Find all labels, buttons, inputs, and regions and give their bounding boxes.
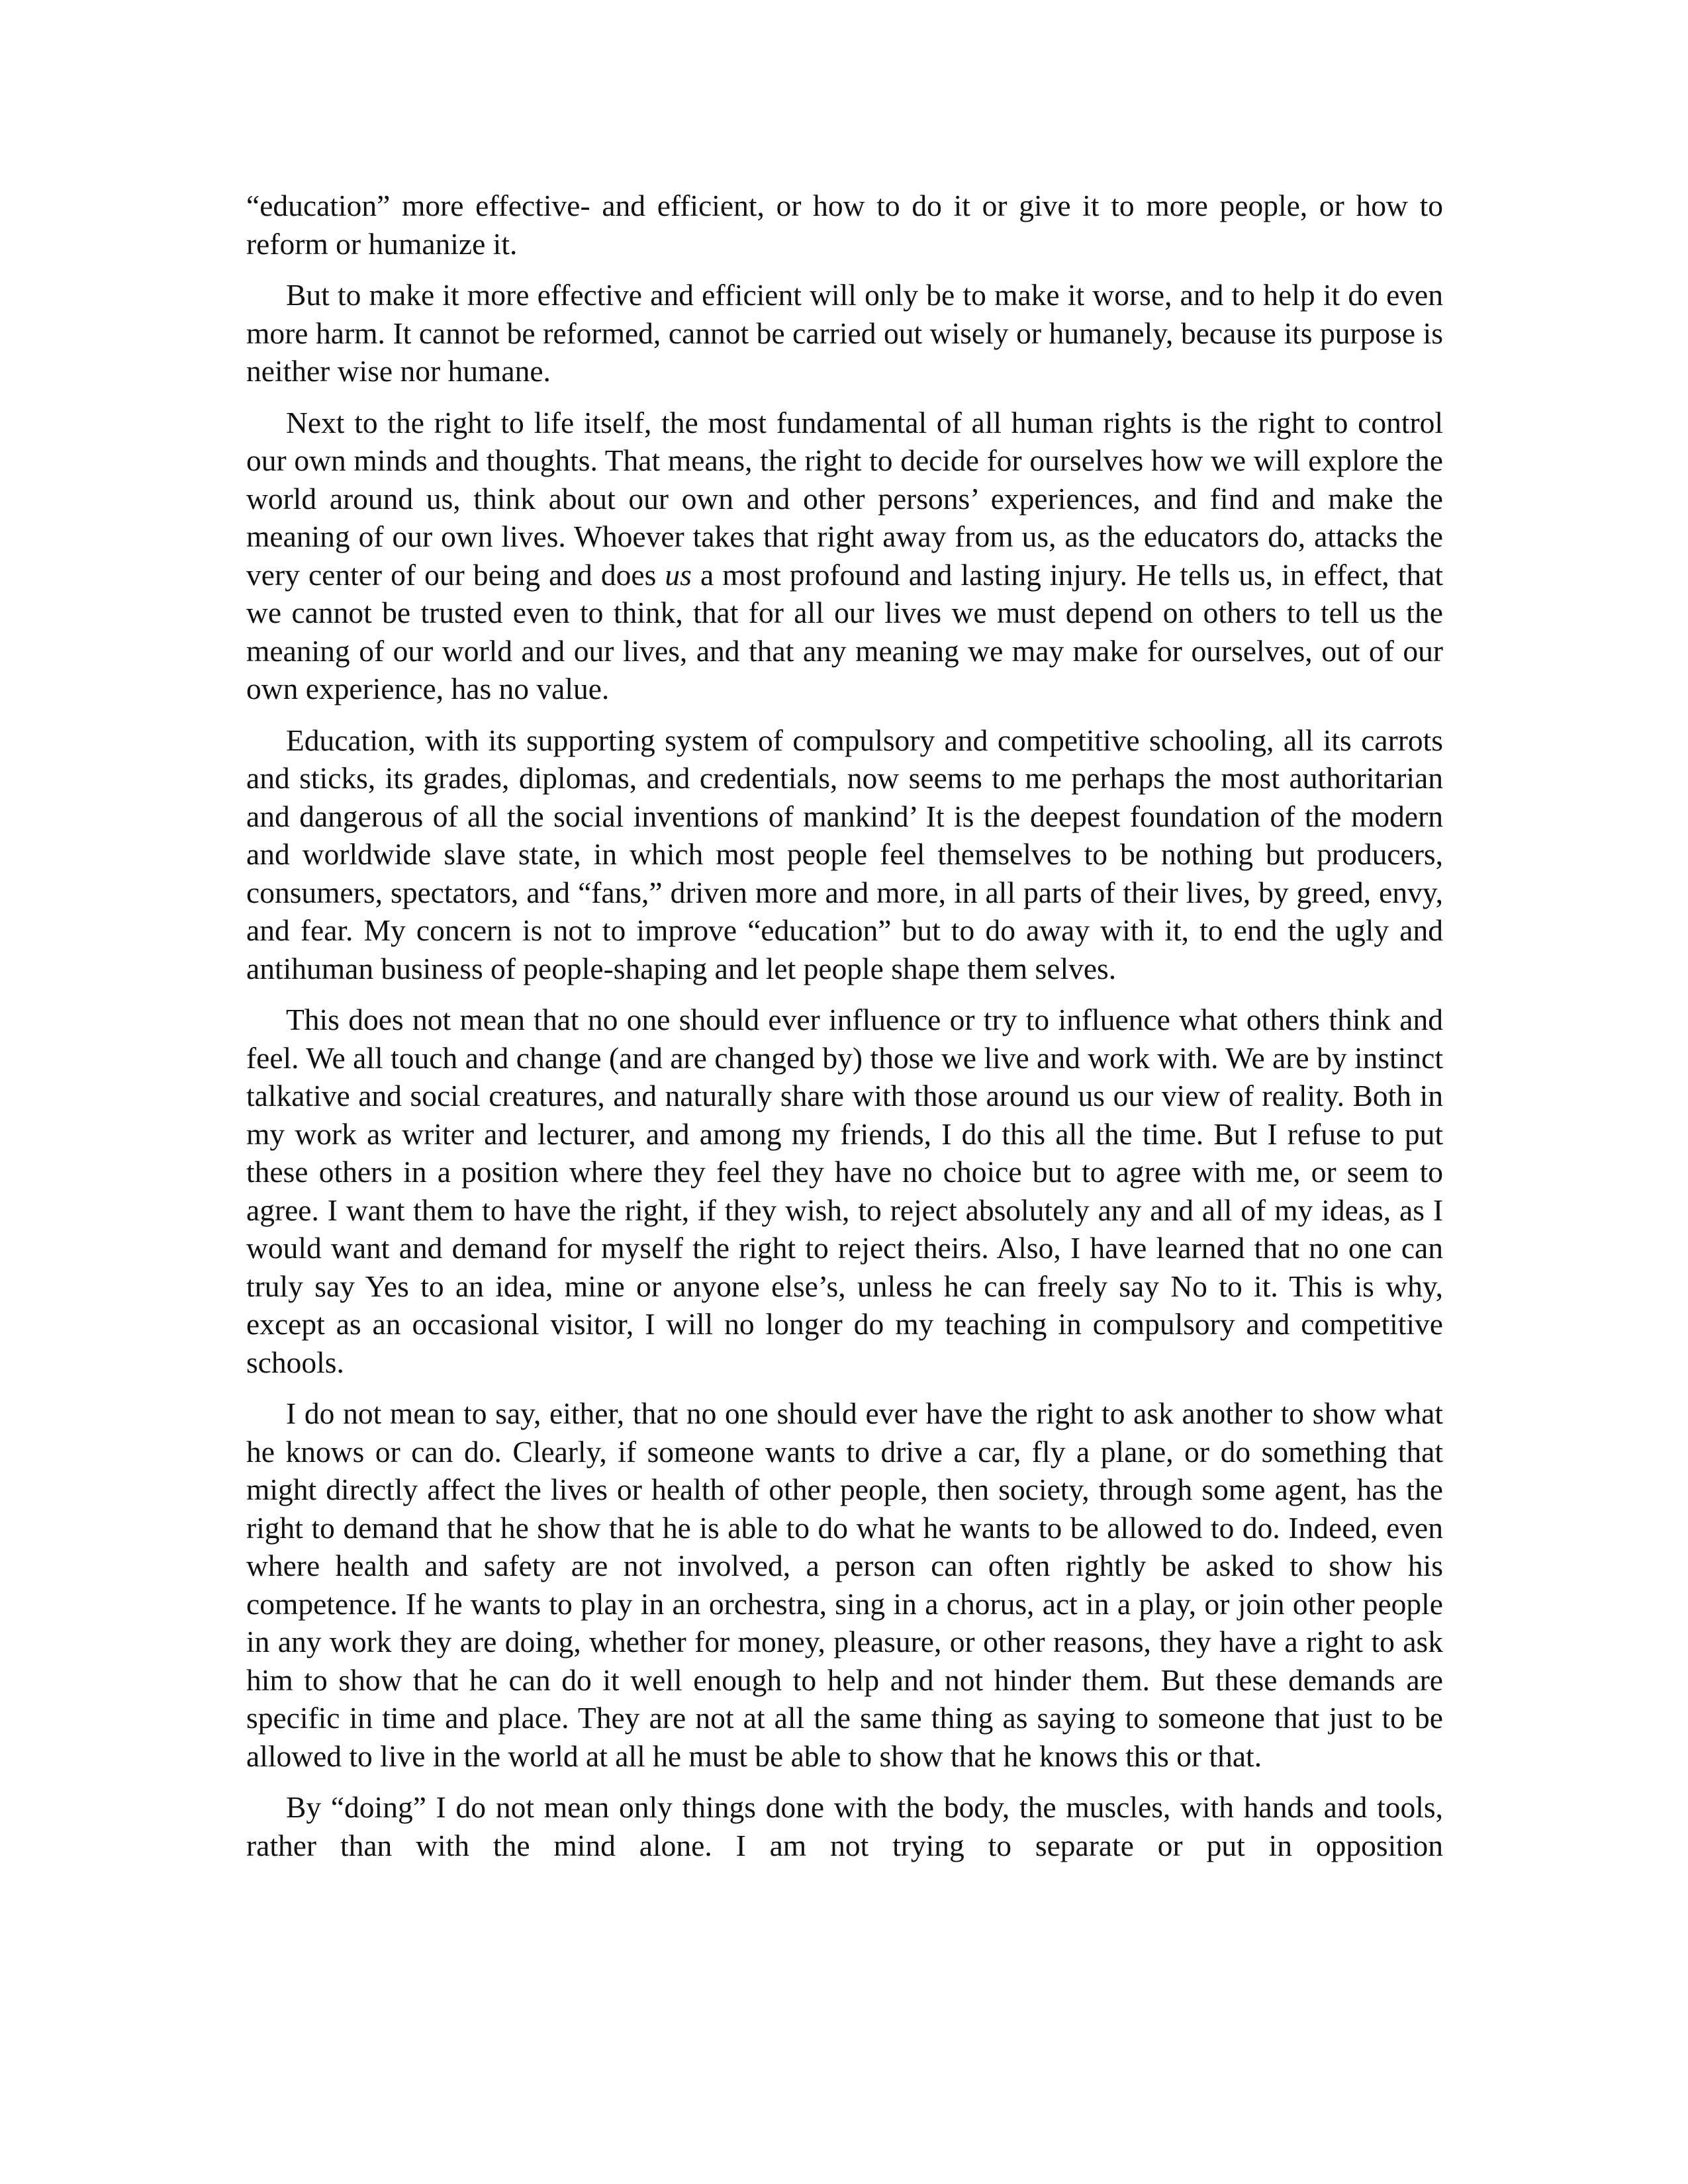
paragraph-6: I do not mean to say, either, that no one should ever have the right to ask another to show what he knows or can do. Clearly, if someone wants to drive a car, fly a plane, or do something that might directly affect the lives or health of other people, then society, through some agent, has the right to demand that he show that he is able to do what he wants to be allowed to do. Indeed, even where health and safety are not involved, a person can often rightly be asked to show his competence. If he wants to play in an orchestra, sing in a chorus, act in a play, or join other people in any work they are doing, whether for money, pleasure, or other reasons, they have a right to ask him to show that he can do it well enough to help and not hinder them. But these demands are specific in time and place. They are not at all the same thing as saying to someone that just to be allowed to live in the world at all he must be able to show that he knows this or that.	[246, 1396, 1443, 1773]
paragraph-4: Education, with its supporting system of compulsory and competitive schooling, all its carrots and sticks, its grades, diplomas, and credentials, now seems to me perhaps the most authoritarian and dangerous of all the social inventions of mankind’ It is the deepest foundation of the modern and worldwide slave state, in which most people feel themselves to be nothing but producers, consumers, spectators, and “fans,” driven more and more, in all parts of their lives, by greed, envy, and fear. My concern is not to improve “education” but to do away with it, to end the ugly and antihuman business of people-shaping and let people shape them selves.	[246, 723, 1443, 985]
paragraph-3-text-after: a most profound and lasting injury. He tells us, in effect, that we cannot be trusted even to think, that for all our lives we must depend on others to tell us the meaning of our world and our lives, and that any meaning we may make for ourselves, out of our own experience, has no value.	[246, 557, 1443, 705]
paragraph-2: But to make it more effective and efficient will only be to make it worse, and to help it do even more harm. It cannot be reformed, cannot be carried out wisely or humanely, because its purpose is neither wise nor humane.	[246, 278, 1443, 388]
paragraph-3-italic-word: us	[665, 557, 692, 592]
paragraph-5: This does not mean that no one should ever influence or try to influence what others think and feel. We all touch and change (and are changed by) those we live and work with. We are by instinct talkative and social creatures, and naturally share with those around us our view of reality. Both in my work as writer and lecturer, and among my friends, I do this all the time. But I refuse to put these others in a position where they feel they have no choice but to agree with me, or seem to agree. I want them to have the right, if they wish, to reject absolutely any and all of my ideas, as I would want and demand for myself the right to reject theirs. Also, I have learned that no one can truly say Yes to an idea, mine or anyone else’s, unless he can freely say No to it. This is why, except as an occasional visitor, I will no longer do my teaching in compulsory and competitive schools.	[246, 1003, 1443, 1379]
paragraph-1: “education” more effective- and efficient, or how to do it or give it to more people, or how to reform or humanize it.	[246, 189, 1443, 261]
document-page	[246, 187, 1443, 1864]
paragraph-3	[246, 404, 1443, 708]
paragraph-3-text-before: Next to the right to life itself, the most fundamental of all human rights is the right to control our own minds and thoughts. That means, the right to decide for ourselves how we will explore the world around us, think about our own and other persons’ experiences, and find and make the meaning of our own lives. Whoever takes that right away from us, as the educators do, attacks the very center of our being and does	[246, 405, 1443, 592]
paragraph-7: By “doing” I do not mean only things done with the body, the muscles, with hands and tools, rather than with the mind alone. I am not trying to separate or put in opposition	[246, 1790, 1443, 1862]
